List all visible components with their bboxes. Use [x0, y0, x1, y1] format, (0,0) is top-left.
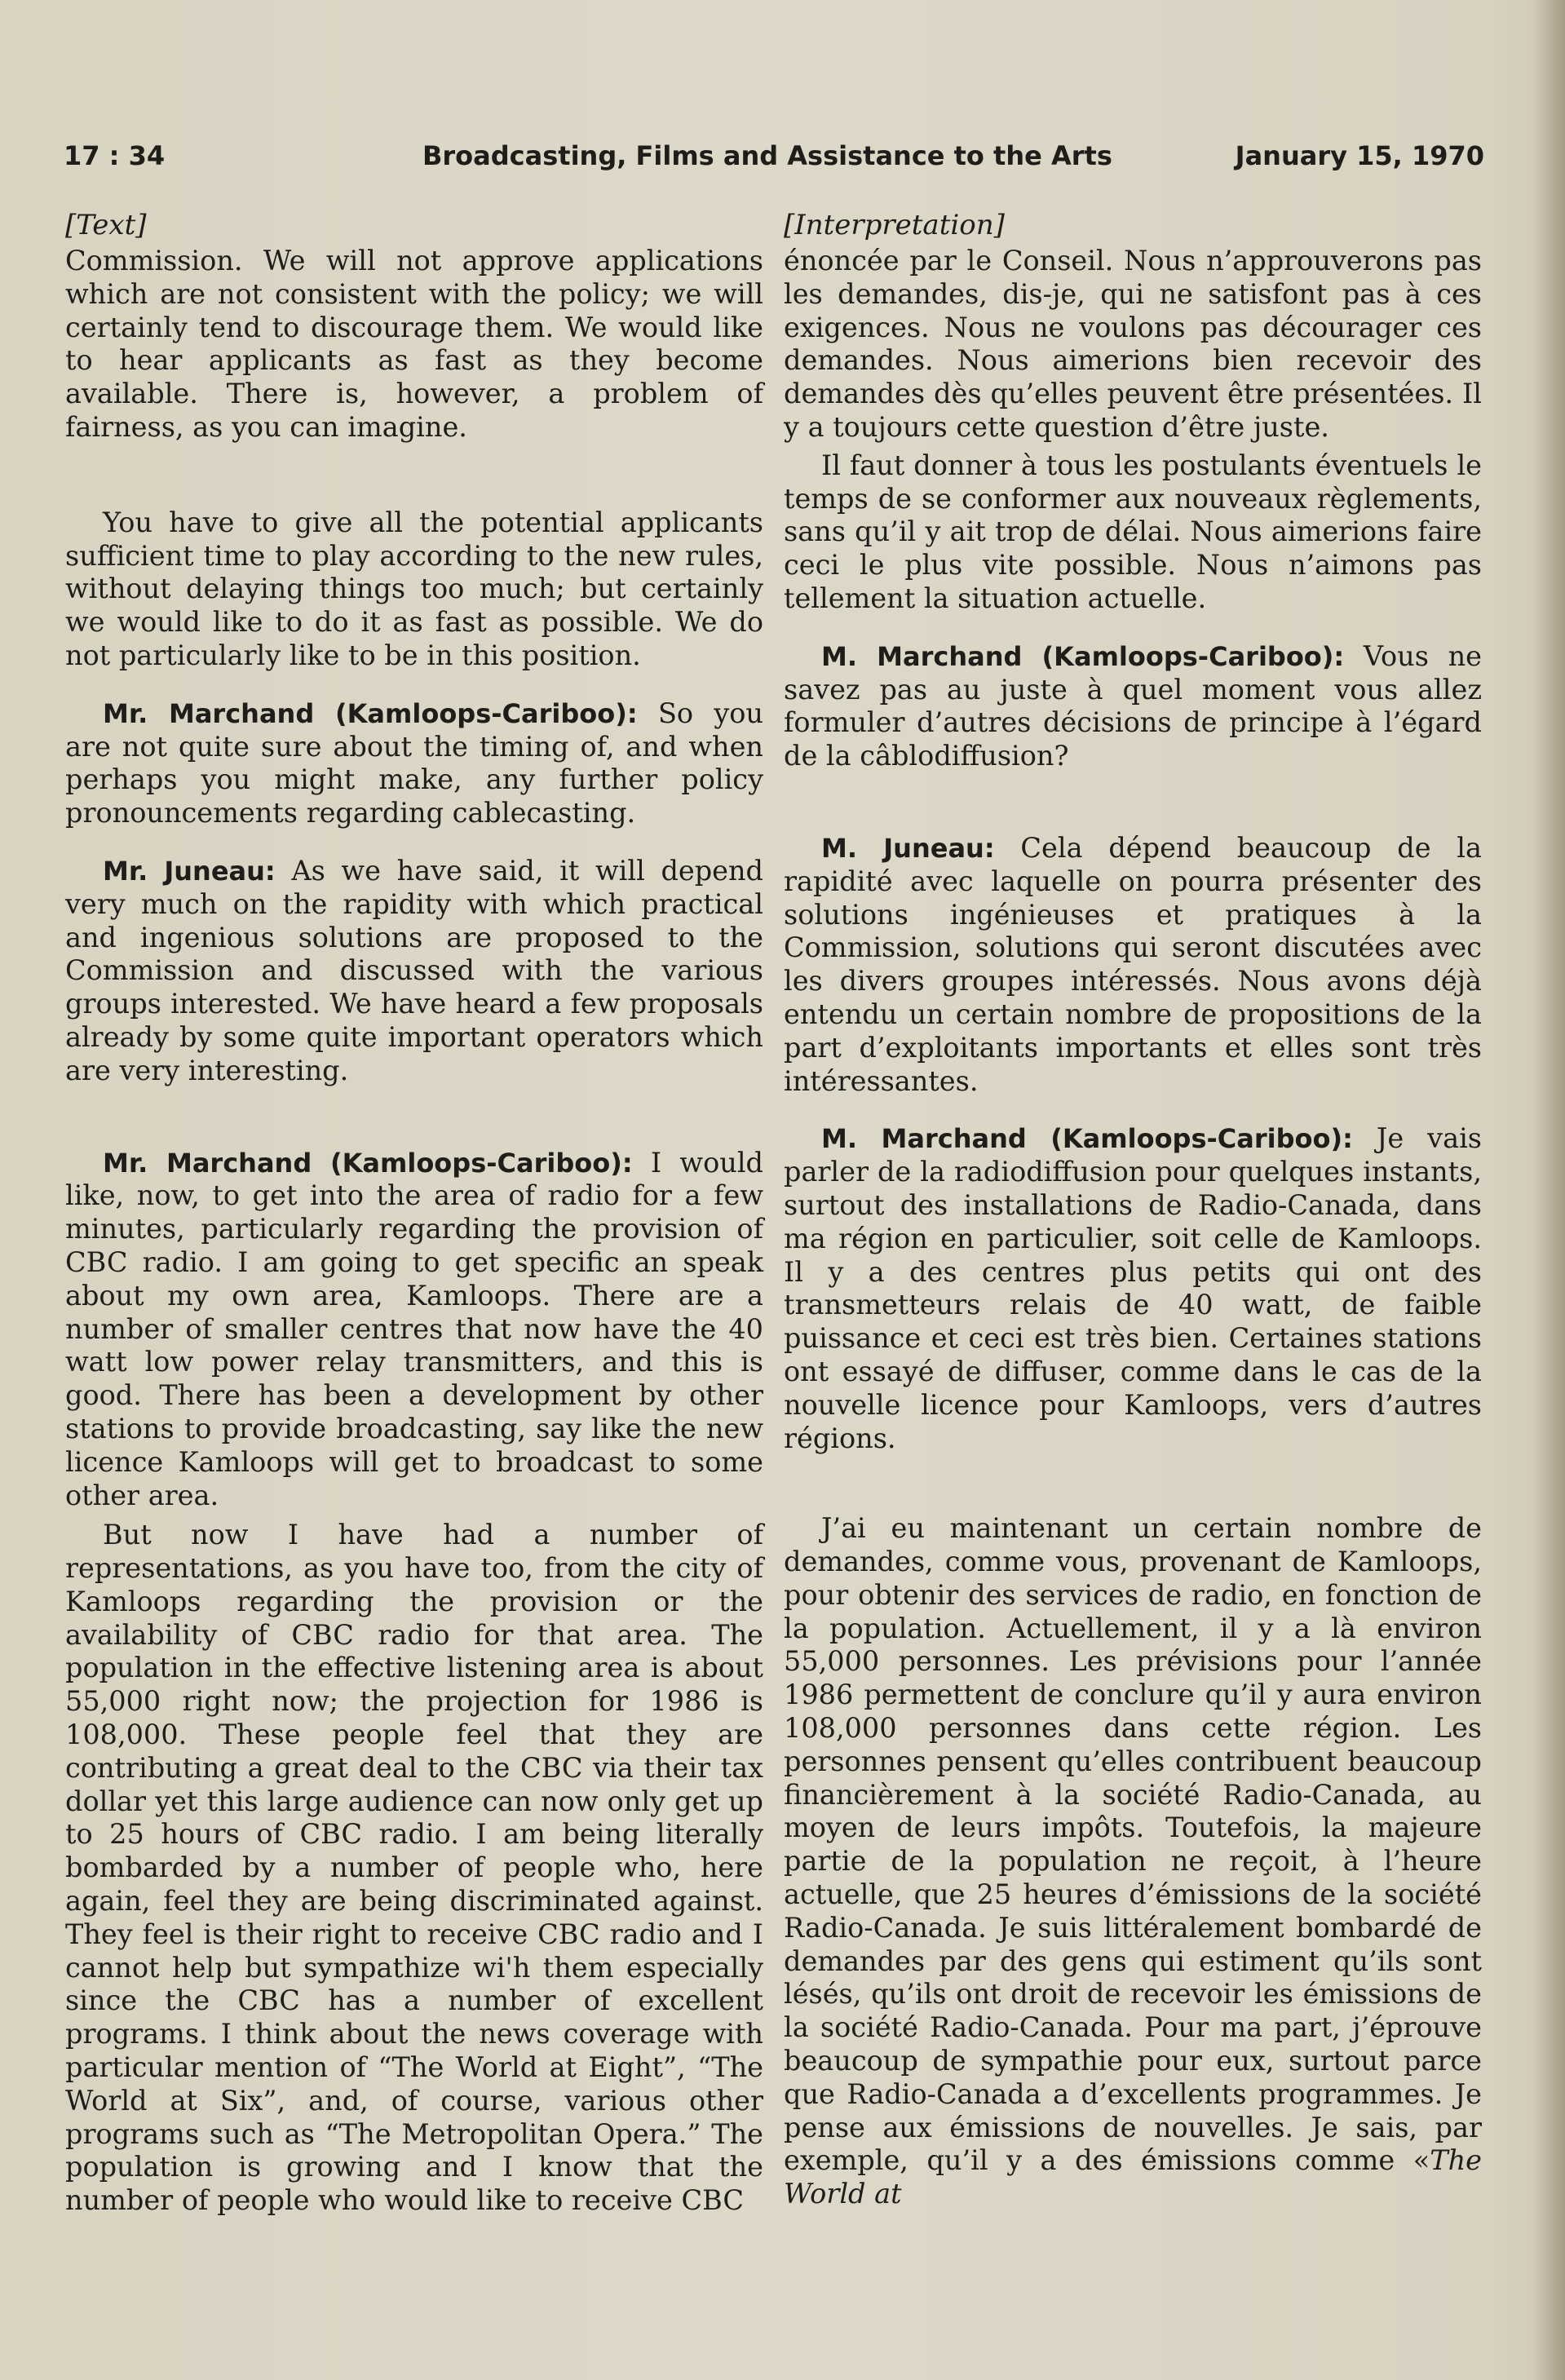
speech-text: As we have said, it will depend very much on the rapidity with which practical and ingenious solutions are proposed to the Commission and discussed with the various groups interested. We have heard a few proposals already by some quite important operators which are very interesting.: [65, 854, 763, 1086]
document-date: January 15, 1970: [1235, 140, 1484, 171]
paragraph: énoncée par le Conseil. Nous n’approuverons pas les demandes, dis-je, qui ne satisfont pas à ces exigences. Nous ne voulons pas décourager ces demandes. Nous aimerions bien recevoir des demandes dès qu’elles peuvent être présentées. Il y a toujours cette question d’être juste.: [784, 245, 1482, 443]
speaker-name: M. Juneau:: [821, 832, 995, 864]
speaker-name: M. Marchand (Kamloops-Cariboo):: [821, 640, 1345, 672]
paragraph: You have to give all the potential applicants sufficient time to play according to the new rules, without delaying things too much; but certainly we would like to do it as fast as possible. We do not particularly like to be in this position.: [65, 506, 763, 671]
speech-text: Je vais parler de la radiodiffusion pour quelques instants, surtout des installations de Radio-Canada, dans ma région en particulier, soit celle de Kamloops. Il y a des centres plus petits qui ont des transmetteurs relais de 40 watt, de faible puissance et ceci est très bien. Certaines stations ont essayé de diffuser, comme dans le cas de la nouvelle licence pour Kamloops, vers d’autres régions.: [784, 1122, 1482, 1454]
page-number: 17 : 34: [64, 140, 166, 171]
text-tag: [Text]: [65, 209, 147, 241]
speech-text: Cela dépend beaucoup de la rapidité avec laquelle on pourra présenter des solutions ingénieuses et pratiques à la Commission, solutions qui seront discutées avec les divers groupes intéressés. Nous avons déjà entendu un certain nombre de propositions de la part d’exploitants importants et elles sont très intéressantes.: [784, 831, 1482, 1097]
paragraph: [784, 1512, 1482, 2211]
speech-paragraph: [784, 1122, 1482, 1455]
page-edge-shadow: [1532, 0, 1565, 2380]
speaker-name: M. Marchand (Kamloops-Cariboo):: [821, 1123, 1353, 1155]
speaker-name: Mr. Juneau:: [103, 855, 276, 887]
speech-paragraph: [784, 640, 1482, 773]
paragraph-text: J’ai eu maintenant un certain nombre de demandes, comme vous, provenant de Kamloops, pour obtenir des services de radio, en fonction de la population. Actuellement, il y a là environ 55,000 personnes. Les prévisions pour l’année 1986 permettent de conclure qu’il y aura environ 108,000 personnes dans cette région. Les personnes pensent qu’elles contribuent beaucoup financièrement à la société Radio-Canada, au moyen de leurs impôts. Toutefois, la majeure partie de la population ne reçoit, à l’heure actuelle, que 25 heures d’émissions de la société Radio-Canada. Je suis littéralement bombardé de demandes par des gens qui estiment qu’ils sont lésés, qu’ils ont droit de recevoir les émissions de la société Radio-Canada. Pour ma part, j’éprouve beaucoup de sympathie pour eux, surtout parce que Radio-Canada a d’excellents programmes. Je pense aux émissions de nouvelles. Je sais, par exemple, qu’il y a des émissions comme «: [784, 1512, 1482, 2177]
speech-paragraph: [65, 855, 763, 1088]
speech-text: Vous ne savez pas au juste à quel moment vous allez formuler d’autres décisions de principe à l’égard de la câblodiffusion?: [784, 639, 1483, 772]
speech-text: So you are not quite sure about the timing of, and when perhaps you might make, any further policy pronouncements regarding cablecasting.: [65, 697, 763, 829]
speaker-name: Mr. Marchand (Kamloops-Cariboo):: [103, 1147, 633, 1179]
running-header: [64, 140, 1484, 181]
speech-paragraph: [65, 1147, 763, 1513]
paragraph: But now I have had a number of representations, as you have too, from the city of Kamloops regarding the provision or the availability of CBC radio for that area. The population in the effective listening area is about 55,000 right now; the projection for 1986 is 108,000. These people feel that they are contributing a great deal to the CBC via their tax dollar yet this large audience can now only get up to 25 hours of CBC radio. I am being literally bombarded by a number of people who, here again, feel they are being discriminated against. They feel is their right to receive CBC radio and I cannot help but sympathize wi'h them especially since the CBC has a number of excellent programs. I think about the news coverage with particular mention of “The World at Eight”, “The World at Six”, and, of course, various other programs such as “The Metropolitan Opera.” The population is growing and I know that the number of people who would like to receive CBC: [65, 1519, 763, 2217]
program-title: The World at: [784, 2144, 1482, 2210]
speaker-name: Mr. Marchand (Kamloops-Cariboo):: [103, 697, 638, 729]
paragraph: Commission. We will not approve applications which are not consistent with the policy; we will certainly tend to discourage them. We would like to hear applicants as fast as they become available. There is, however, a problem of fairness, as you can imagine.: [65, 245, 763, 443]
english-column: [65, 209, 763, 2218]
interpretation-tag: [Interpretation]: [784, 209, 1005, 241]
document-title: Broadcasting, Films and Assistance to the Arts: [422, 140, 1112, 171]
speech-paragraph: [65, 697, 763, 830]
speech-paragraph: [784, 832, 1482, 1098]
french-column: [784, 209, 1482, 2211]
speech-text: I would like, now, to get into the area of radio for a few minutes, particularly regarding the provision of CBC radio. I am going to get specific an speak about my own area, Kamloops. There are a number of smaller centres that now have the 40 watt low power relay transmitters, and this is good. There has been a development by other stations to provide broadcasting, say like the new licence Kamloops will get to broadcast to some other area.: [65, 1146, 763, 1511]
paragraph: Il faut donner à tous les postulants éventuels le temps de se conformer aux nouveaux règlements, sans qu’il y ait trop de délai. Nous aimerions faire ceci le plus vite possible. Nous n’aimons pas tellement la situation actuelle.: [784, 449, 1482, 614]
